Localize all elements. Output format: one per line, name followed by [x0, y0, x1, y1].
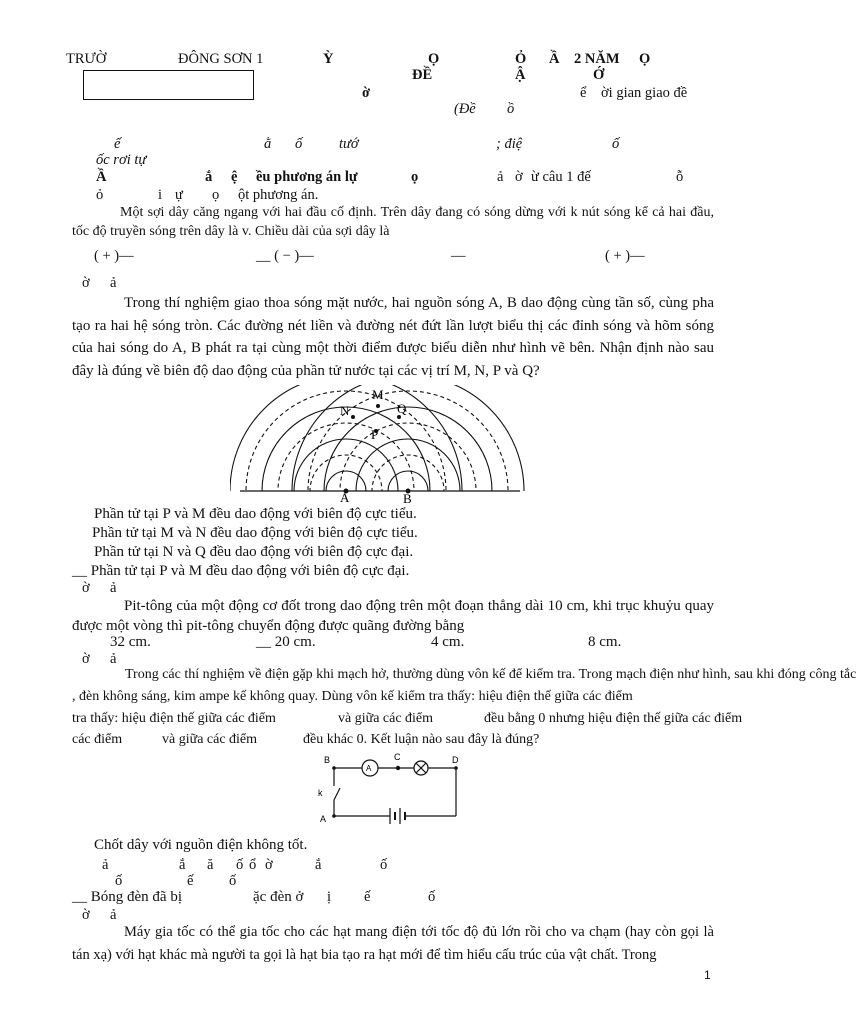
part-heading-frag: ọ [411, 169, 419, 185]
exam-title: ĐỀ [412, 67, 433, 83]
q4-frag: ổ [249, 857, 257, 873]
exam-note-1: (Đề [454, 101, 476, 117]
header-frag-4: Ầ [549, 51, 560, 67]
q1-option-d: ( + )— [605, 248, 645, 264]
q4-answer-label-2: ả [110, 907, 117, 923]
q4-frag: ố [229, 873, 237, 889]
q3-option-c: 4 cm. [431, 634, 465, 650]
circuit-diagram [314, 752, 470, 830]
q4-frag: ố [380, 857, 388, 873]
question-3-text: Pit-tông của một động cơ đốt trong dao động trên một đoạn thẳng dài 10 cm, khi trục khuỷu quay được một vòng thì pit-tông chuyển động được quãng đường bằng [72, 598, 714, 634]
q2-option-a: Phần tử tại P và M đều dao động với biên độ cực tiểu. [94, 506, 417, 522]
q3-option-d: 8 cm. [588, 634, 622, 650]
part-heading-frag: ọ [212, 187, 220, 203]
question-1-text: Một sợi dây căng ngang với hai đầu cố định. Trên dây đang có sóng dừng với k nút sóng kể cả hai đầu, tốc độ truyền sóng trên dây là v. Chiều dài của sợi dây là [72, 205, 714, 239]
q1-option-a: ( + )— [94, 248, 134, 264]
part-heading-frag: ều phương án lự [256, 169, 358, 185]
q4-text-3: và giữa các điểm [338, 711, 434, 726]
part-heading-frag: ờ [515, 169, 523, 185]
school-name-2: ĐÔNG SƠN 1 [178, 51, 264, 67]
part-heading-frag: ột phương án. [238, 187, 319, 203]
exam-title-2: Ậ [515, 67, 526, 83]
circuit-label-d: D [452, 755, 459, 765]
q3-option-b: __ 20 cm. [256, 634, 316, 650]
q4-frag: ờ [265, 857, 273, 873]
intro-frag: ốc rơi tự [96, 152, 147, 168]
q1-answer-label-2: ả [110, 275, 117, 291]
ammeter-label: A [366, 764, 372, 773]
q4-frag: ă [207, 857, 214, 873]
q2-option-b: Phần tử tại M và N đều dao động với biên độ cực tiểu. [92, 525, 418, 541]
part-heading-frag: ỏ [96, 187, 104, 203]
label-b: B [403, 491, 412, 506]
q3-answer-label-2: ả [110, 651, 117, 667]
label-m: M [372, 387, 384, 402]
q2-option-d: __ Phần tử tại P và M đều dao động với biên độ cực đại. [72, 563, 410, 579]
label-q: Q [397, 401, 407, 416]
q4-option-d: __ Bóng đèn đã bị [72, 889, 182, 905]
intro-frag: ằ [264, 136, 272, 152]
q4-text-1: Trong các thí nghiệm về điện gặp khi mạch hở, thường dùng vôn kế để kiểm tra. Trong mạch điện như hình, sau khi đóng công tắc [125, 667, 856, 682]
student-info-box [83, 70, 254, 100]
q4-frag: ế [187, 873, 194, 889]
exam-title-3: Ớ [593, 67, 605, 83]
interference-figure [230, 385, 530, 505]
q3-option-a: 32 cm. [110, 634, 151, 650]
part-heading-frag: i [158, 187, 163, 203]
q4-option-d-3: ị [327, 889, 332, 905]
q4-frag: ắ [315, 857, 322, 873]
header-frag-5: 2 NĂM [574, 51, 620, 67]
q4-option-a: Chốt dây với nguồn điện không tốt. [94, 837, 308, 853]
intro-frag: ế [114, 136, 121, 152]
q4-frag: ắ [179, 857, 186, 873]
header-frag-2: Ọ [428, 51, 440, 67]
part-heading-frag: ệ [231, 169, 238, 185]
circuit-label-c: C [394, 752, 401, 762]
label-n: N [340, 403, 350, 418]
q4-text-2: , đèn không sáng, kim ampe kế không quay. Dùng vôn kế kiểm tra thấy: hiệu điện thế giữa các điểm [72, 689, 633, 704]
intro-frag: ố [612, 136, 620, 152]
part-heading-frag: ự [175, 187, 183, 203]
page-number: 1 [704, 968, 711, 982]
header-frag-3: Ỏ [515, 51, 527, 67]
q4-text-5: và giữa các điểm [162, 732, 258, 747]
exam-time-3: ời gian giao đề [601, 85, 688, 101]
circuit-label-a: A [320, 814, 327, 824]
q4-text-6: đều khác 0. Kết luận nào sau đây là đúng? [303, 732, 540, 747]
q2-option-c: Phần tử tại N và Q đều dao động với biên độ cực đại. [94, 544, 414, 560]
exam-time-1: ờ [362, 85, 371, 101]
question-2-text: Trong thí nghiệm giao thoa sóng mặt nước, hai nguồn sóng A, B dao động cùng tần số, cùng pha tạo ra hai hệ sóng tròn. Các đường nét liền và đường nét đứt lần lượt biểu thị các đỉnh sóng và hõm sóng của hai sóng do A, B phát ra tại cùng một thời điểm được biểu diễn như hình vẽ bên. Nhận định nào sau đây là đúng về biên độ dao động của phần tử nước tại các vị trí M, N, P và Q? [72, 295, 714, 379]
part-heading-frag: ừ câu 1 đế [531, 169, 591, 185]
label-p: P [371, 427, 379, 442]
label-a: A [340, 490, 350, 505]
q4-option-d-2: ặc đèn ở [253, 889, 304, 905]
q4-text-4b: các điểm [72, 732, 123, 747]
q4-option-d-4: ế [364, 889, 371, 905]
intro-frag: ; điệ [496, 136, 523, 152]
part-heading-frag: ả [497, 169, 504, 185]
school-name: TRƯỜ [66, 51, 107, 67]
exam-note-2: ồ [507, 101, 515, 117]
q4-option-d-5: ố [428, 889, 436, 905]
q2-answer-label: ờ [82, 580, 90, 596]
circuit-label-k: k [318, 788, 323, 798]
q4-frag: ố [115, 873, 123, 889]
q1-option-b: __ ( − )— [256, 248, 314, 264]
q1-option-c: — [451, 248, 466, 264]
header-frag-1: Ỳ [323, 51, 334, 67]
intro-frag: tướ [339, 136, 359, 152]
intro-frag: ố [295, 136, 303, 152]
q4-frag: ố [236, 857, 244, 873]
part-heading: Ầ [96, 169, 107, 185]
q3-answer-label: ờ [82, 651, 90, 667]
q4-text-4: đều bằng 0 nhưng hiệu điện thế giữa các điểm [484, 711, 743, 726]
q2-answer-label-2: ả [110, 580, 117, 596]
part-heading-frag: ắ [205, 169, 213, 185]
part-heading-frag: ỗ [676, 169, 684, 185]
q1-answer-label: ờ [82, 275, 90, 291]
circuit-label-b: B [324, 755, 331, 765]
q4-frag: ả [102, 857, 109, 873]
q4-text-2b: tra thấy: hiệu điện thế giữa các điểm [72, 711, 276, 726]
header-frag-6: Ọ [639, 51, 651, 67]
exam-time-2: ể [580, 85, 587, 101]
q4-answer-label: ờ [82, 907, 90, 923]
question-5-text: Máy gia tốc có thể gia tốc cho các hạt mang điện tới tốc độ đủ lớn rồi cho va chạm (hay còn gọi là tán xạ) với hạt khác mà người ta gọi là hạt bia tạo ra hạt mới để tìm hiểu cấu trúc của vật chất. Trong [72, 924, 714, 963]
